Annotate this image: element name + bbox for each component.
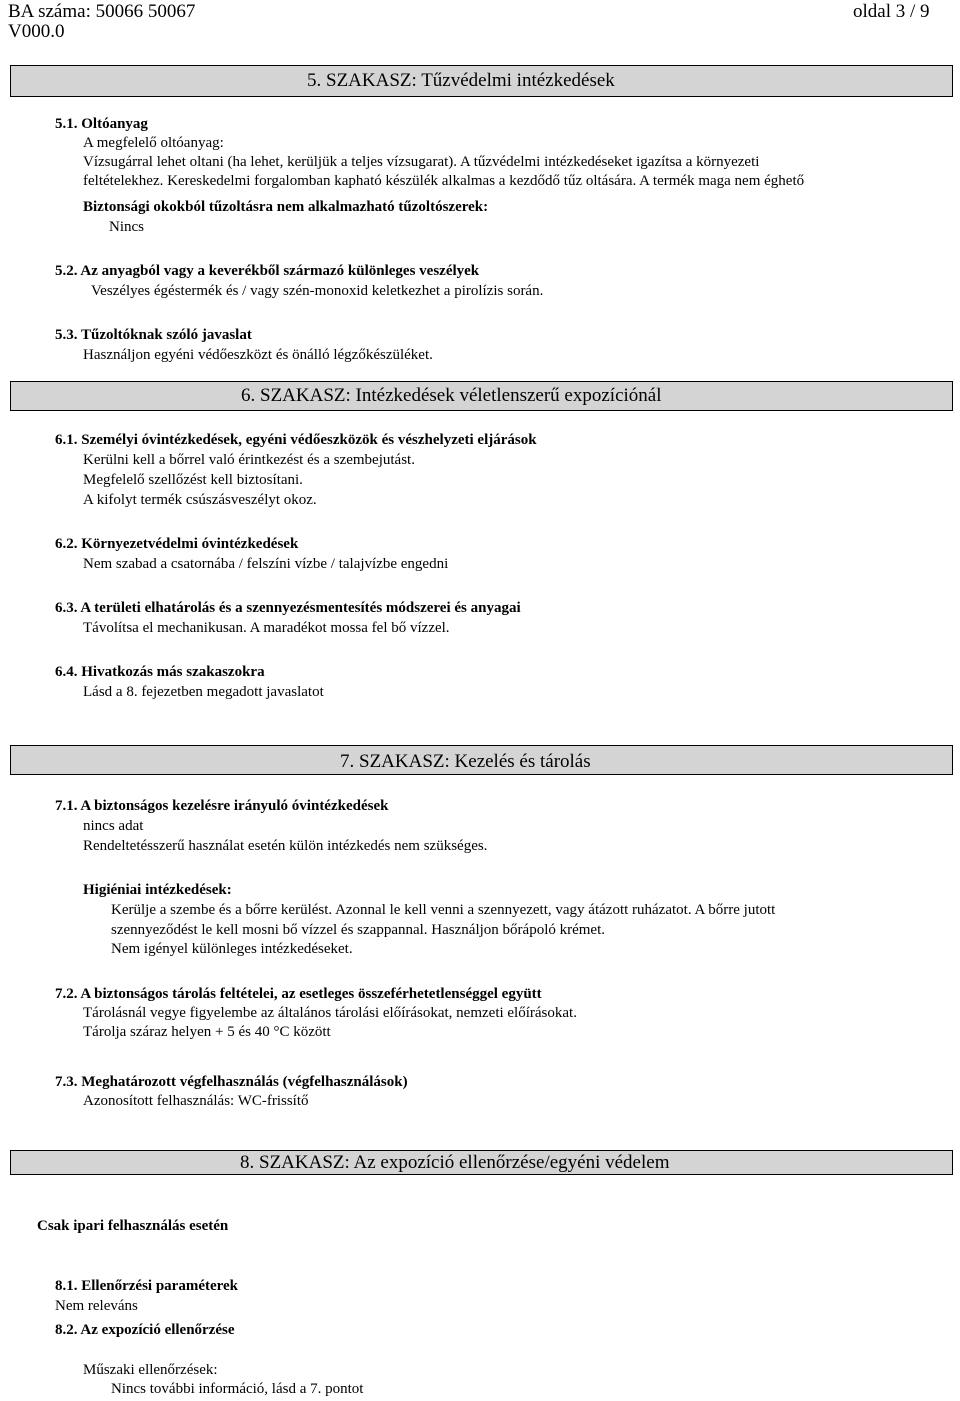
version: V000.0	[8, 21, 65, 42]
s73-heading: 7.3. Meghatározott végfelhasználás (végfelhasználások)	[55, 1074, 408, 1090]
s61-heading: 6.1. Személyi óvintézkedések, egyéni védőeszközök és vészhelyzeti eljárások	[55, 432, 537, 448]
s73-text: Azonosított felhasználás: WC-frissítő	[83, 1093, 309, 1109]
s81-text: Nem releváns	[55, 1298, 138, 1314]
s72-text-line-1: Tárolásnál vegye figyelembe az általános tárolási előírásokat, nemzeti előírásokat.	[83, 1005, 577, 1021]
section-5-band	[10, 65, 953, 97]
technical-controls-text: Nincs további információ, lásd a 7. pontot	[111, 1381, 364, 1397]
s72-text-line-2: Tárolja száraz helyen + 5 és 40 °C között	[83, 1024, 331, 1040]
hygiene-text-line-2: szennyeződést le kell mosni bő vízzel és szappannal. Használjon bőrápoló krémet.	[111, 922, 606, 938]
s71-text-line-1: nincs adat	[83, 818, 144, 834]
s51-text-line-1: Vízsugárral lehet oltani (ha lehet, kerüljük a teljes vízsugarat). A tűzvédelmi intézkedéseket igazítsa a környezeti	[83, 154, 760, 170]
document-id: BA száma: 50066 50067	[8, 1, 196, 22]
section-6-band	[10, 381, 953, 411]
s61-text-line-3: A kifolyt termék csúszásveszélyt okoz.	[83, 492, 317, 508]
hygiene-heading: Higiéniai intézkedések:	[83, 882, 232, 898]
s64-text: Lásd a 8. fejezetben megadott javaslatot	[83, 684, 324, 700]
technical-controls-heading: Műszaki ellenőrzések:	[83, 1362, 218, 1378]
s71-text-line-2: Rendeltetésszerű használat esetén külön intézkedés nem szükséges.	[83, 838, 488, 854]
s61-text-line-2: Megfelelő szellőzést kell biztosítani.	[83, 472, 303, 488]
section-6-title: 6. SZAKASZ: Intézkedések véletlenszerű expozíciónál	[241, 385, 662, 406]
s51-subheading: A megfelelő oltóanyag:	[83, 135, 224, 151]
hygiene-text-line-3: Nem igényel különleges intézkedéseket.	[111, 941, 353, 957]
s52-heading: 5.2. Az anyagból vagy a keverékből származó különleges veszélyek	[55, 263, 480, 279]
s53-heading: 5.3. Tűzoltóknak szóló javaslat	[55, 327, 252, 343]
s63-heading: 6.3. A területi elhatárolás és a szennyezésmentesítés módszerei és anyagai	[55, 600, 521, 616]
s53-text: Használjon egyéni védőeszközt és önálló légzőkészüléket.	[83, 347, 433, 363]
s71-heading: 7.1. A biztonságos kezelésre irányuló óvintézkedések	[55, 798, 389, 814]
s52-text: Veszélyes égéstermék és / vagy szén-monoxid keletkezhet a pirolízis során.	[91, 283, 544, 299]
s51-heading: 5.1. Oltóanyag	[55, 116, 148, 132]
s61-text-line-1: Kerülni kell a bőrrel való érintkezést és a szembejutást.	[83, 452, 415, 468]
s82-heading: 8.2. Az expozíció ellenőrzése	[55, 1322, 235, 1338]
s63-text: Távolítsa el mechanikusan. A maradékot mossa fel bő vízzel.	[83, 620, 450, 636]
section-7-band	[10, 745, 953, 775]
s72-heading: 7.2. A biztonságos tárolás feltételei, az esetleges összeférhetetlenséggel együtt	[55, 986, 542, 1002]
s62-heading: 6.2. Környezetvédelmi óvintézkedések	[55, 536, 299, 552]
s62-text: Nem szabad a csatornába / felszíni vízbe / talajvízbe engedni	[83, 556, 449, 572]
section-8-title: 8. SZAKASZ: Az expozíció ellenőrzése/egyéni védelem	[240, 1152, 670, 1173]
section-7-title: 7. SZAKASZ: Kezelés és tárolás	[340, 751, 591, 772]
s51-unsuitable-heading: Biztonsági okokból tűzoltásra nem alkalmazható tűzoltószerek:	[83, 199, 489, 215]
s81-heading: 8.1. Ellenőrzési paraméterek	[55, 1278, 239, 1294]
section-5-title: 5. SZAKASZ: Tűzvédelmi intézkedések	[307, 70, 615, 91]
s51-unsuitable-value: Nincs	[109, 219, 144, 235]
s64-heading: 6.4. Hivatkozás más szakaszokra	[55, 664, 265, 680]
page-number: oldal 3 / 9	[853, 1, 930, 22]
industrial-use-note: Csak ipari felhasználás esetén	[37, 1218, 229, 1234]
section-8-band	[10, 1150, 953, 1175]
s51-text-line-2: feltételekhez. Kereskedelmi forgalomban kapható készülék alkalmas a kezdődő tűz oltására. A termék maga nem éghető	[83, 173, 805, 189]
hygiene-text-line-1: Kerülje a szembe és a bőrre kerülést. Azonnal le kell venni a szennyezett, vagy átázott ruházatot. A bőrre jutott	[111, 902, 776, 918]
